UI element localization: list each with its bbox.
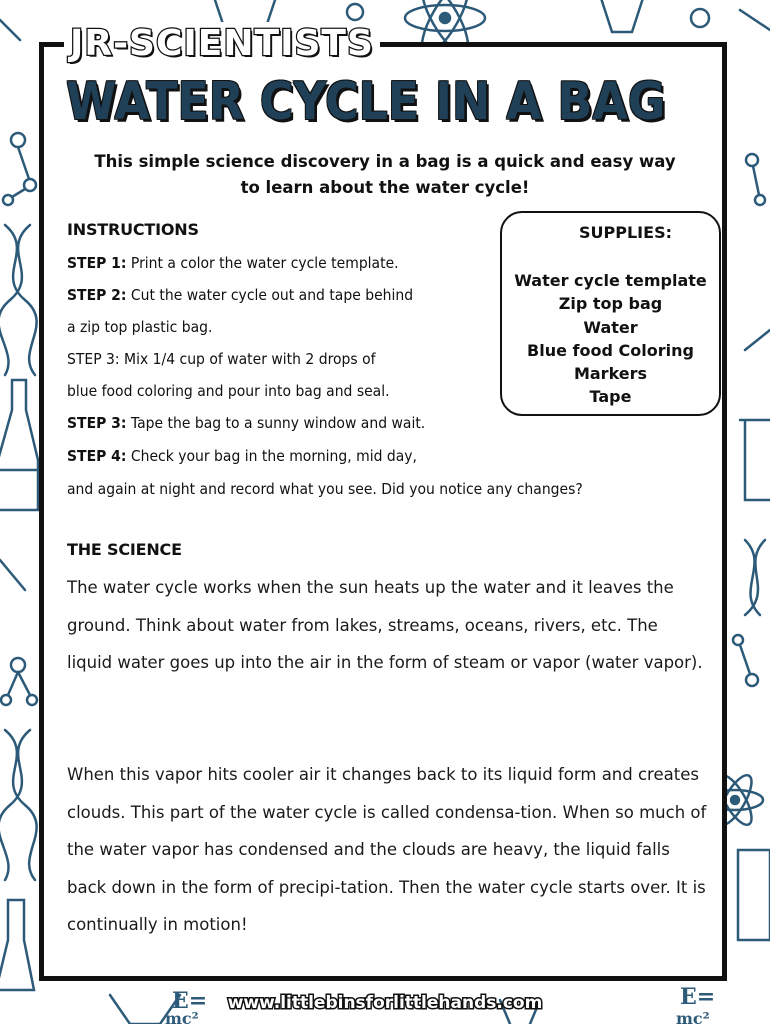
supplies-list — [502, 269, 719, 409]
supply-item: Water cycle template — [514, 271, 707, 290]
supply-item: Tape — [589, 387, 632, 407]
supply-item: Blue food Coloring — [527, 340, 694, 360]
step-line — [67, 286, 413, 304]
science-heading: THE SCIENCE — [67, 540, 182, 559]
step-line — [67, 350, 376, 368]
series-title: JR-SCIENTISTS — [64, 22, 380, 66]
step-text: a zip top plastic bag. — [67, 318, 213, 336]
step-text: STEP 3: Mix 1/4 cup of water with 2 drops of — [67, 350, 376, 368]
step-line — [67, 254, 399, 272]
page-title: WATER CYCLE IN A BAG — [66, 72, 666, 132]
step-line — [67, 480, 583, 498]
supplies-heading: SUPPLIES: — [579, 223, 672, 242]
supply-item: Markers — [573, 364, 648, 384]
step-text: Tape the bag to a sunny window and wait. — [126, 414, 426, 432]
supply-item: Water — [583, 317, 638, 337]
step-label: STEP 1: — [67, 254, 127, 272]
step-text: Check your bag in the morning, mid day, — [126, 447, 417, 465]
step-label: STEP 2: — [67, 286, 127, 304]
step-line — [67, 414, 425, 432]
footer-url-link[interactable]: www.littlebinsforlittlehands.com — [227, 993, 543, 1013]
emc2-icon: E= — [680, 984, 716, 1010]
emc2-icon: mc² — [165, 1009, 199, 1024]
emc2-icon: mc² — [676, 1009, 710, 1024]
step-text: blue food coloring and pour into bag and seal. — [67, 382, 390, 400]
intro-line-1: This simple science discovery in a bag is a quick and easy way — [94, 152, 676, 171]
step-text: and again at night and record what you see. Did you notice any changes? — [67, 480, 583, 498]
intro-text — [70, 149, 700, 201]
supply-item: Zip top bag — [558, 294, 663, 314]
step-text: Print a color the water cycle template. — [126, 254, 399, 272]
intro-line-2: to learn about the water cycle! — [240, 178, 530, 197]
step-label: STEP 3: — [67, 414, 127, 432]
instructions-heading: INSTRUCTIONS — [67, 220, 199, 239]
step-line — [67, 382, 390, 400]
science-paragraph-1: The water cycle works when the sun heats up the water and it leaves the ground. Think about water from lakes, streams, oceans, rivers, etc. The liquid water goes up into the air in the form of steam or vapor (water vapor). — [67, 578, 703, 672]
supplies-box — [500, 211, 721, 416]
step-label: STEP 4: — [67, 447, 127, 465]
step-line — [67, 447, 417, 465]
step-text: Cut the water cycle out and tape behind — [126, 286, 414, 304]
science-paragraph-2: When this vapor hits cooler air it changes back to its liquid form and creates clouds. This part of the water cycle is called condensa-tion. When so much of the water vapor has condensed and the clouds are heavy, the liquid falls back down in the form of precipi-tation. Then the water cycle starts over. It is continually in motion! — [67, 765, 707, 934]
step-line — [67, 318, 212, 336]
emc2-icon: E= — [172, 988, 208, 1014]
